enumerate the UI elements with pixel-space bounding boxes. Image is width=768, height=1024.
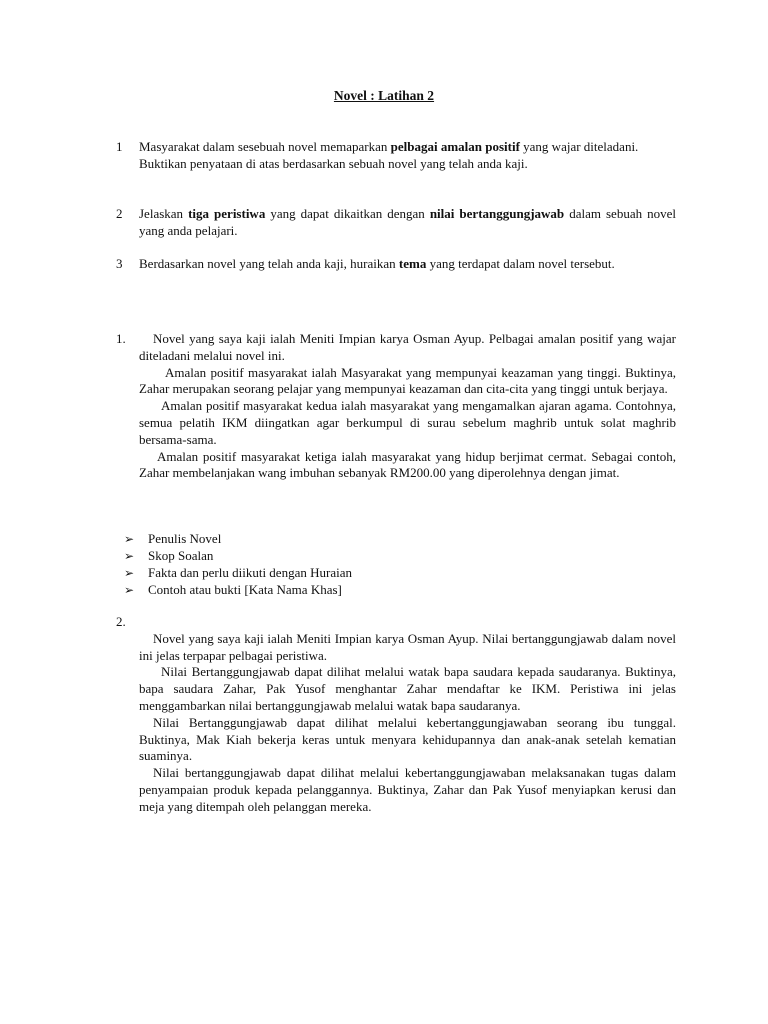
question-number: 3	[116, 256, 123, 271]
answer-paragraph: Novel yang saya kaji ialah Meniti Impian karya Osman Ayup. Pelbagai amalan positif yang wajar diteladani melalui novel ini.	[139, 331, 676, 363]
checklist-item: ➢ Penulis Novel	[124, 531, 222, 546]
question-keyword: nilai bertanggungjawab	[429, 206, 565, 221]
question-keyword: tiga peristiwa	[188, 206, 266, 221]
answer-1	[116, 331, 676, 482]
checklist-item: ➢ Fakta dan perlu diikuti dengan Huraian	[124, 565, 352, 580]
answer-paragraph: Amalan positif masyarakat kedua ialah masyarakat yang mengamalkan ajaran agama. Contohnya, semua pelatih IKM diingatkan agar berkumpul di surau sebelum maghrib untuk solat maghrib bersama-sama.	[139, 398, 676, 447]
checklist-item: ➢ Skop Soalan	[124, 548, 214, 563]
arrow-bullet-icon: ➢	[124, 566, 135, 580]
answer-2	[116, 614, 676, 816]
arrow-bullet-icon: ➢	[124, 549, 135, 563]
question-text: Berdasarkan novel yang telah anda kaji, huraikan tema yang terdapat dalam novel tersebut.	[139, 256, 615, 271]
question-instruction: Buktikan penyataan di atas berdasarkan sebuah novel yang telah anda kaji.	[139, 155, 528, 171]
answer-paragraph: Novel yang saya kaji ialah Meniti Impian karya Osman Ayup. Nilai bertanggungjawab dalam novel ini jelas terpapar pelbagai peristiwa.	[139, 630, 676, 663]
answer-checklist	[124, 531, 352, 599]
question-keyword: tema	[398, 256, 427, 271]
answer-paragraph: Amalan positif masyarakat ketiga ialah masyarakat yang hidup berjimat cermat. Sebagai contoh, Zahar membelanjakan wang imbuhan sebanyak RM200.00 yang diperolehnya dengan jimat.	[139, 448, 676, 481]
question-1	[116, 139, 676, 173]
answer-paragraph: Nilai Bertanggungjawab dapat dilihat melalui kebertanggungjawaban seorang ibu tunggal. Buktinya, Mak Kiah bekerja keras untuk menyara kehidupannya dan anak-anak setelah kematian suaminya.	[139, 714, 676, 764]
answer-paragraph: Amalan positif masyarakat ialah Masyarakat yang mempunyai keazaman yang tinggi. Buktinya, Zahar merupakan seorang pelajar yang mempunyai keazaman dan cita-cita yang tinggi untuk berjaya.	[139, 364, 676, 397]
question-2	[116, 206, 676, 240]
arrow-bullet-icon: ➢	[124, 532, 135, 546]
question-3	[116, 256, 676, 273]
question-text: Jelaskan tiga peristiwa yang dapat dikaitkan dengan nilai bertanggungjawab dalam sebuah novel yang anda pelajari.	[139, 206, 677, 238]
answer-paragraph: Nilai bertanggungjawab dapat dilihat melalui kebertanggungjawaban melaksanakan tugas dalam penyampaian produk kepada pelanggannya. Buktinya, Zahar dan Pak Yusof menyiapkan kerusi dan meja yang ditempah oleh pelanggan mereka.	[139, 765, 676, 814]
question-text: Masyarakat dalam sesebuah novel memaparkan pelbagai amalan positif yang wajar diteladani.	[139, 139, 639, 154]
question-number: 1	[116, 139, 123, 154]
arrow-bullet-icon: ➢	[124, 583, 135, 597]
page-title: Novel : Latihan 2	[333, 88, 435, 103]
question-keyword: pelbagai amalan positif	[390, 139, 520, 154]
answer-paragraph: Nilai Bertanggungjawab dapat dilihat melalui watak bapa saudara kepada saudaranya. Buktinya, bapa saudara Zahar, Pak Yusof menghantar Zahar mendaftar ke IKM. Peristiwa ini jelas menggambarkan nilai bertanggungjawab melalui watak bapa saudaranya.	[139, 664, 676, 713]
checklist-item: ➢ Contoh atau bukti [Kata Nama Khas]	[124, 582, 342, 597]
answer-number: 2.	[116, 614, 126, 629]
answer-number: 1.	[116, 331, 126, 346]
question-number: 2	[116, 206, 123, 221]
